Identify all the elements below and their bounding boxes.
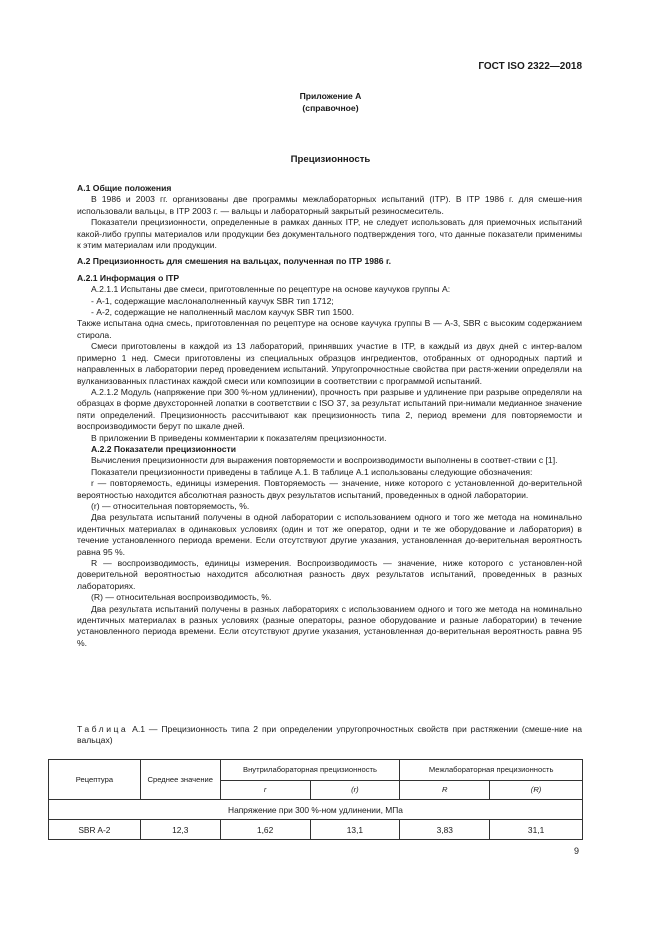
paragraph: А.2.1.1 Испытаны две смеси, приготовленные по рецептуре на основе каучуков группы А: (91, 284, 451, 295)
paragraph: (R) — относительная воспроизводимость, %. (91, 592, 272, 603)
paragraph: Показатели прецизионности, определенные в рамках данных ITP, не следует использовать для приемочных испытаний какой-либо группы материалов или продукции без документального подтверждения того, что данные показатели применимы к этим материалам или продукции. (77, 217, 582, 251)
paragraph: Смеси приготовлены в каждой из 13 лабораторий, принявших участие в ITP, в каждый из двух дней с интер-валом примерно 1 нед. Смеси приготовлены из специальных образцов ингредиентов, отобранных от однородных партий и направленных в лаборатории перед проведением испытаний. Упругопрочностные свойства при растя-жении определяли на вулканизованных пластинах каждой смеси или композиции в соответствии с программой испытаний. (77, 341, 582, 386)
section-heading: А.2 Прецизионность для смешения на вальцах, полученная по ITP 1986 г. (77, 256, 392, 267)
table-row (49, 820, 583, 840)
header-r-rel: (r) (310, 781, 400, 800)
header-r: r (220, 781, 310, 800)
paragraph: А.2.1.2 Модуль (напряжение при 300 %-ном удлинении), прочность при разрыве и удлинение при разрыве определяли на образцах в форме двухсторонней лопатки в соответствии с ISO 37, за результат испытаний при-нимали медианное значение пяти определений. Прецизионность рассчитывают как прецизионность типа 2, период времени для повторяемости и воспроизводимости берут по шкале дней. (77, 386, 582, 432)
section-heading: А.2.1 Информация о ITP (77, 272, 180, 283)
cell-r-rel: 13,1 (310, 820, 400, 840)
paragraph: R — воспроизводимость, единицы измерения. Воспроизводимость — значение, ниже которого с установлен-ной доверительной вероятностью находится абсолютная разность двух результатов испытаний, проведенных в разных лабораториях. (77, 558, 582, 591)
paragraph: Два результата испытаний получены в разных лабораториях с использованием одного и того же метода на номинально идентичных материалах в разных условиях (разные операторы, разное оборудование и разные лаборатории) в течение установленного периода времени. Если отсутствуют другие указания, установленная до-верительная вероятность равна 95 %. (77, 603, 582, 648)
paragraph: В 1986 и 2003 гг. организованы две программы межлабораторных испытаний (ITP). В ITP 1986 г. для смеше-ния использовали вальцы, в ITP 2003 г. — вальцы и лабораторный закрытый резиносмеситель. (77, 194, 582, 216)
document-body (77, 183, 582, 649)
table-caption-text: А.1 — Прецизионность типа 2 при определении упругопрочностных свойств при растяжении (смеше-ние на вальцах) (77, 724, 582, 746)
paragraph: В приложении В приведены комментарии к показателям прецизионности. (91, 432, 387, 443)
header-recipe: Рецептура (49, 760, 141, 800)
paragraph: - А-2, содержащие не наполненный маслом каучук SBR тип 1500. (91, 307, 354, 318)
section-heading: А.2.2 Показатели прецизионности (91, 443, 236, 454)
paragraph: Два результата испытаний получены в одной лаборатории с использованием одного и того же метода на номинально идентичных материалах в одинаковых условиях (один и тот же оператор, одни и те же оборудование и лаборатория) в течение установленного периода времени. Если отсутствуют другие указания, установленная до-верительная вероятность равна 95 %. (77, 512, 582, 557)
paragraph: r — повторяемость, единицы измерения. Повторяемость — значение, ниже которого с установленной до-верительной вероятностью находится абсолютная разность двух результатов испытаний, проведенных в одной лаборатории. (77, 478, 582, 500)
cell-recipe: SBR A-2 (49, 820, 141, 840)
header-R-rel: (R) (490, 781, 583, 800)
cell-r: 1,62 (220, 820, 310, 840)
standard-number: ГОСТ ISO 2322—2018 (478, 61, 582, 72)
paragraph: (r) — относительная повторяемость, %. (91, 500, 250, 511)
cell-R-rel: 31,1 (490, 820, 583, 840)
header-between-lab: Межлабораторная прецизионность (400, 760, 583, 781)
paragraph: Также испытана одна смесь, приготовленная по рецептуре на основе каучука группы В — А-3, SBR с высоким содержанием стирола. (77, 318, 582, 340)
cell-mean: 12,3 (140, 820, 220, 840)
appendix-title: Приложение А (299, 91, 362, 101)
section-heading: А.1 Общие положения (77, 183, 172, 193)
table-span-row: Напряжение при 300 %-ном удлинении, МПа (49, 800, 583, 820)
table-caption (77, 724, 582, 747)
header-R: R (400, 781, 490, 800)
appendix-subtitle: (справочное) (302, 103, 359, 113)
paragraph: - А-1, содержащие маслонаполненный каучук SBR тип 1712; (91, 295, 334, 306)
header-mean: Среднее значение (140, 760, 220, 800)
precision-table (48, 759, 583, 840)
cell-R: 3,83 (400, 820, 490, 840)
paragraph: Вычисления прецизионности для выражения повторяемости и воспроизводимости выполнены в соответ-ствии с [1]. (91, 455, 558, 466)
page-number: 9 (574, 846, 580, 856)
table-caption-label: Таблица (77, 724, 129, 734)
page-title: Прецизионность (290, 154, 371, 165)
paragraph: Показатели прецизионности приведены в таблице А.1. В таблице А.1 использованы следующие обозначения: (91, 466, 533, 477)
header-within-lab: Внутрилабораторная прецизионность (220, 760, 400, 781)
